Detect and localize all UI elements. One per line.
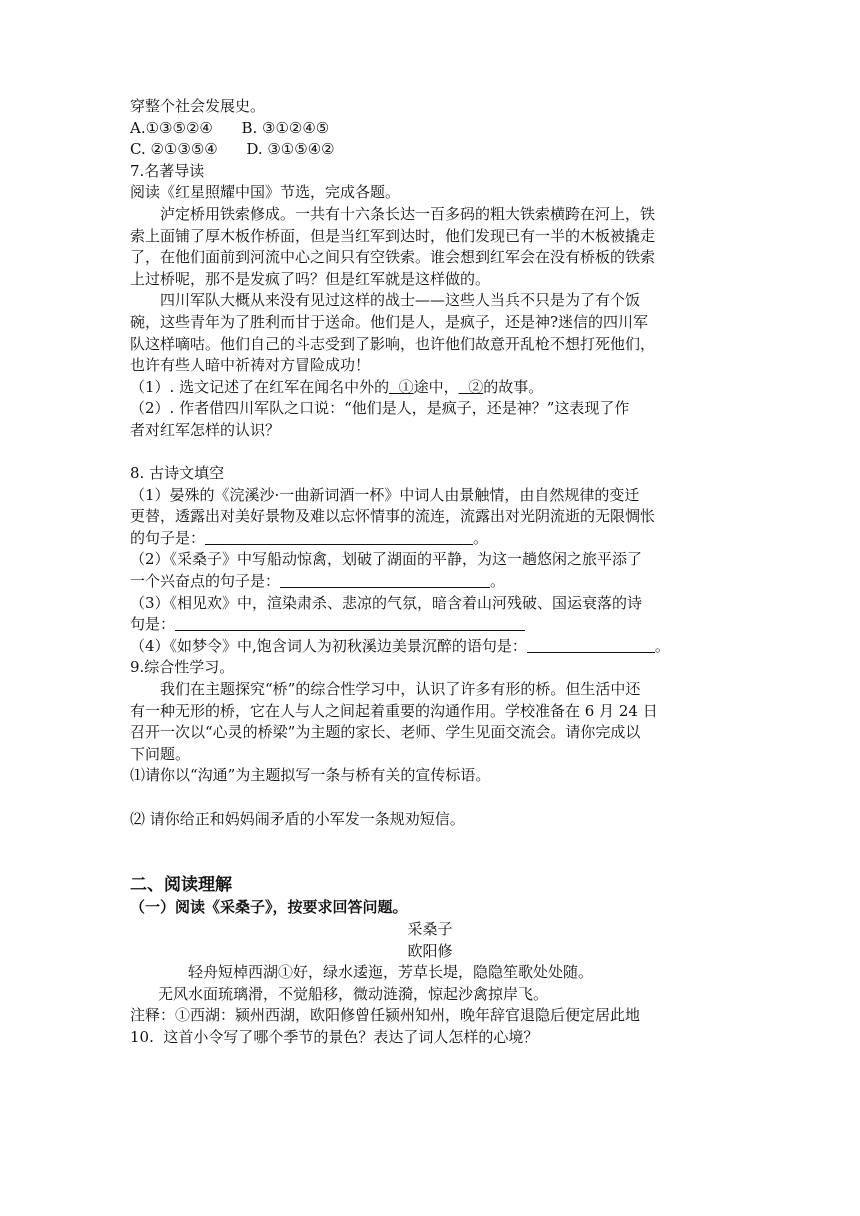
q7-passage-line: 也许有些人暗中祈祷对方冒险成功！ — [130, 356, 371, 375]
q7-instruction: 阅读《红星照耀中国》节选，完成各题。 — [130, 183, 401, 202]
q9-title: 9.综合性学习。 — [130, 658, 235, 677]
q7-passage-line: 上过桥呢，那不是发疯了吗？但是红军就是这样做的。 — [130, 269, 491, 288]
document-body — [130, 96, 730, 1049]
q7-sub1-blank-2[interactable]: ② — [458, 377, 484, 396]
q7-sub1: （1）. 选文记述了在红军在闻名中外的 ①途中， ②的故事。 — [130, 377, 544, 396]
q7-passage-line: 队这样嘀咕。他们自己的斗志受到了影响，也许他们故意开乱枪不想打死他们， — [130, 334, 656, 353]
q6-options-cd: C. ②①③⑤④ D. ③①⑤④② — [130, 140, 335, 159]
poem-author: 欧阳修 — [407, 941, 453, 960]
q7-passage-line: 碗，这些青年为了胜利而甘于送命。他们是人，是疯子，还是神?迷信的四川军 — [130, 312, 649, 331]
section-heading: 二、阅读理解 — [130, 875, 232, 896]
answer-space[interactable] — [130, 830, 730, 852]
q8-s3-answer-blank[interactable] — [175, 615, 525, 631]
poem-title: 采桑子 — [407, 919, 453, 938]
q9-passage-line: 有一种无形的桥，它在人与人之间起着重要的沟通作用。学校准备在 6 月 24 日 — [130, 701, 658, 720]
q8-s1-line: （1）晏殊的《浣溪沙·一曲新词酒一杯》中词人由景触情，由自然规律的变迁 — [130, 485, 640, 504]
q8-title: 8. 古诗文填空 — [130, 464, 225, 483]
q8-s4-line: （4）《如梦令》中,饱含词人为初秋溪边美景沉醉的语句是： 。 — [130, 636, 670, 655]
q10-question: 10. 这首小令写了哪个季节的景色？表达了词人怎样的心境？ — [130, 1027, 539, 1046]
q7-sub2-line: 者对红军怎样的认识？ — [130, 420, 281, 439]
q7-title: 7.名著导读 — [130, 161, 205, 180]
q7-passage-line: 四川军队大概从来没有见过这样的战士——这些人当兵不只是为了有个饭 — [160, 291, 641, 310]
q9-sub1: ⑴请你以“沟通”为主题拟写一条与桥有关的宣传标语。 — [130, 766, 491, 785]
q8-s1-line: 的句子是： 。 — [130, 528, 489, 547]
q6-options-ab: A.①③⑤②④ B. ③①②④⑤ — [130, 118, 330, 137]
q7-passage-line: 泸定桥用铁索修成。一共有十六条长达一百多码的粗大铁索横跨在河上，铁 — [160, 204, 656, 223]
q8-s1-answer-blank[interactable] — [205, 529, 473, 545]
q8-s2-answer-blank[interactable] — [280, 572, 490, 588]
q7-sub1-blank-1[interactable]: ① — [389, 377, 414, 396]
q9-passage-line: 召开一次以“心灵的桥梁”为主题的家长、老师、学生见面交流会。请你完成以 — [130, 723, 641, 742]
q6-tail-line: 穿整个社会发展史。 — [130, 97, 266, 115]
poem-line: 无风水面琉璃滑，不觉船移，微动涟漪，惊起沙禽掠岸飞。 — [158, 984, 549, 1003]
q8-s2-line: （2）《采桑子》中写船动惊禽，划破了湖面的平静，为这一趟悠闲之旅平添了 — [130, 550, 643, 569]
answer-space[interactable] — [130, 442, 730, 464]
q7-passage-line: 索上面铺了厚木板作桥面，但是当红军到达时，他们发现已有一半的木板被撬走 — [130, 226, 656, 245]
q8-s1-line: 更替，透露出对美好景物及难以忘怀情事的流连，流露出对光阴流逝的无限惆怅 — [130, 507, 656, 526]
q7-passage-line: 了，在他们面前到河流中心之间只有空铁索。谁会想到红军会在没有桥板的铁索 — [130, 248, 656, 267]
subsection-heading: （一）阅读《采桑子》，按要求回答问题。 — [130, 898, 408, 917]
q8-s3-line: 句是： — [130, 614, 730, 636]
q9-passage-line: 我们在主题探究“桥”的综合性学习中，认识了许多有形的桥。但生活中还 — [160, 680, 641, 699]
answer-space[interactable] — [130, 852, 730, 874]
q8-s2-line: 一个兴奋点的句子是： 。 — [130, 572, 506, 591]
q8-s4-answer-blank[interactable] — [527, 637, 655, 653]
q9-passage-line: 下问题。 — [130, 744, 191, 763]
poem-line: 轻舟短棹西湖①好，绿水逶迤，芳草长堤，隐隐笙歌处处随。 — [188, 963, 594, 982]
q8-s3-line: （3）《相见欢》中，渲染肃杀、悲凉的气氛，暗含着山河残破、国运衰落的诗 — [130, 593, 643, 612]
q7-sub2-line: （2）. 作者借四川军队之口说：“他们是人，是疯子，还是神？”这表现了作 — [130, 399, 630, 418]
q9-sub2: ⑵ 请你给正和妈妈闹矛盾的小军发一条规劝短信。 — [130, 809, 465, 828]
answer-space[interactable] — [130, 787, 730, 809]
poem-note: 注释：①西湖：颍州西湖，欧阳修曾任颍州知州，晚年辞官退隐后便定居此地 — [130, 1006, 641, 1025]
